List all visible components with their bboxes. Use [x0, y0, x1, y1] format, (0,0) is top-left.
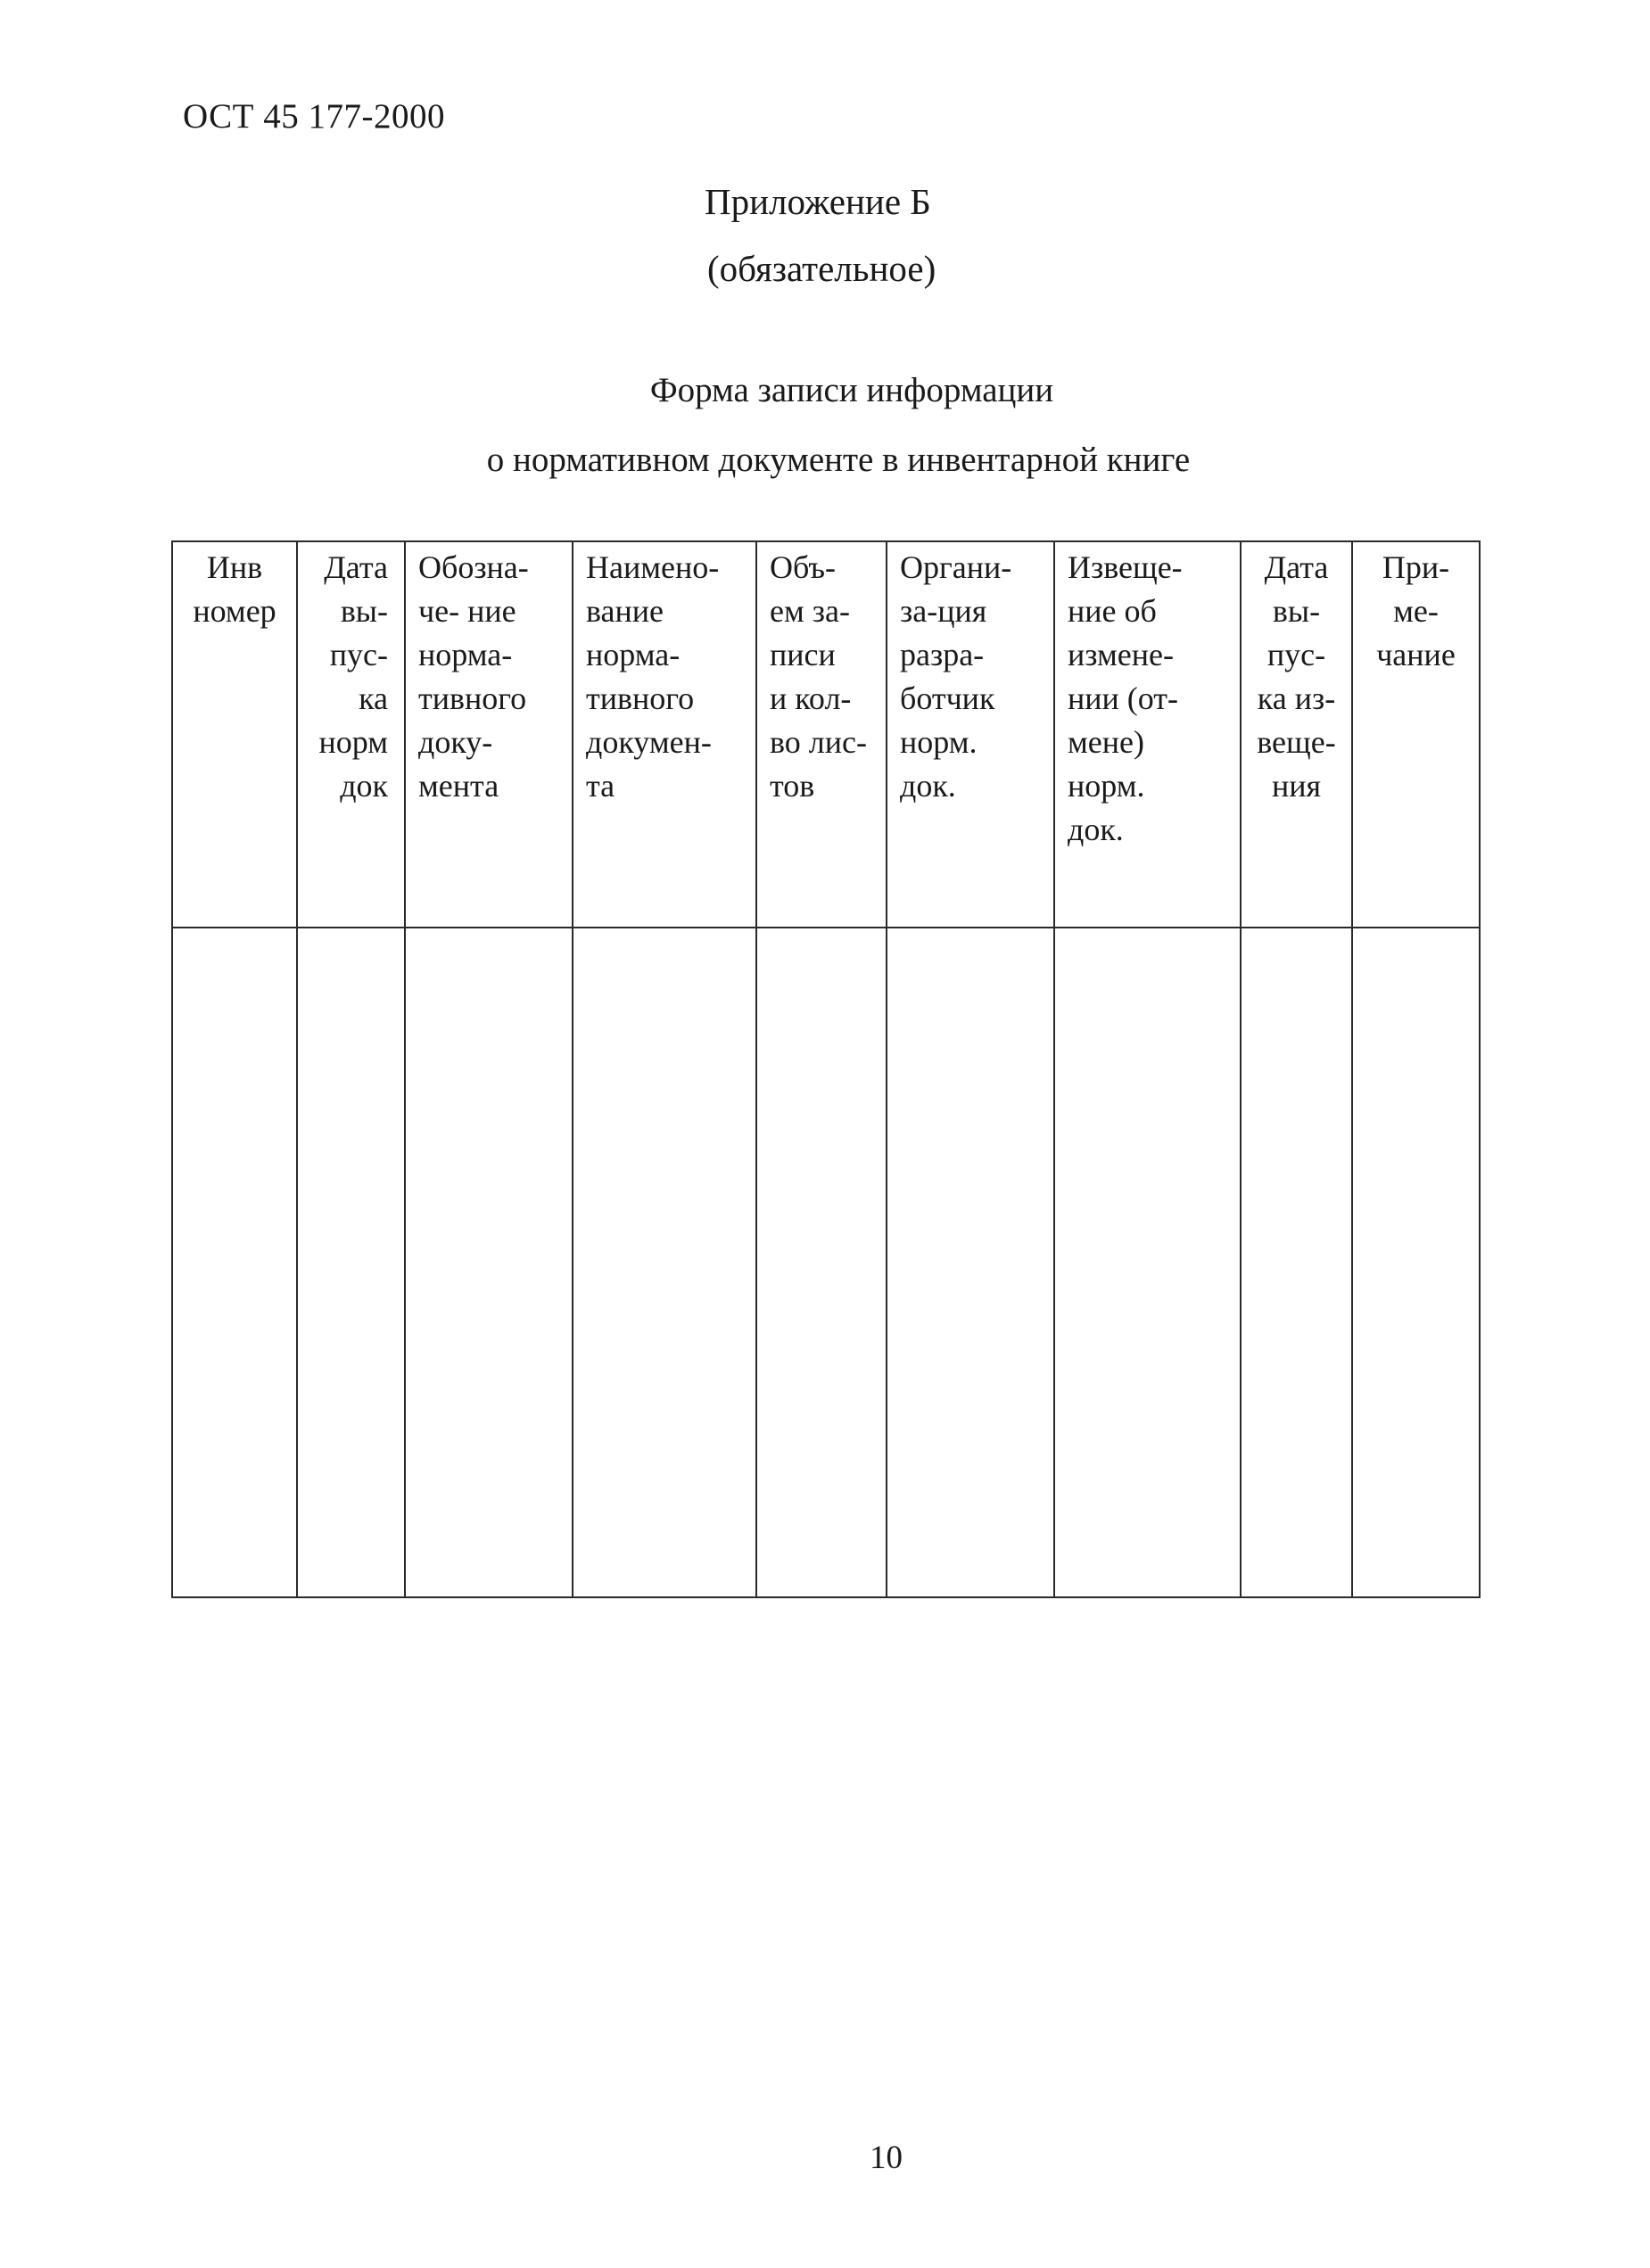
table-cell-empty [297, 928, 405, 1597]
page-number: 10 [870, 2140, 903, 2176]
document-code: ОСТ 45 177-2000 [183, 97, 445, 136]
column-header-volume: Объ- ем за- писи и кол- во лис- тов [756, 541, 887, 928]
table-cell-empty [1352, 928, 1480, 1597]
table-cell-empty [573, 928, 756, 1597]
column-header-inventory-number: Инв номер [172, 541, 297, 928]
table-cell-empty [1241, 928, 1352, 1597]
table-cell-empty [172, 928, 297, 1597]
appendix-title: Приложение Б [705, 181, 931, 222]
column-header-designation: Обозна- че- ние норма- тивного доку- мента [405, 541, 573, 928]
table-cell-empty [1054, 928, 1241, 1597]
inventory-form-table [171, 540, 1481, 1598]
appendix-status: (обязательное) [707, 248, 936, 289]
column-header-developer-organization: Органи- за-ция разра- ботчик норм. док. [887, 541, 1054, 928]
form-title-line-2: о нормативном документе в инвентарной книге [486, 441, 1191, 479]
column-header-notice-date: Дата вы- пус- ка из- веще- ния [1241, 541, 1352, 928]
form-title-line-1: Форма записи информации [649, 371, 1054, 409]
column-header-note: При- ме- чание [1352, 541, 1480, 928]
column-header-change-notice: Извеще- ние об измене- нии (от- мене) норм. док. [1054, 541, 1241, 928]
column-header-name: Наимено- вание норма- тивного докумен- та [573, 541, 756, 928]
column-header-release-date: Дата вы- пус- ка норм док [297, 541, 405, 928]
table-cell-empty [756, 928, 887, 1597]
table-header-row [172, 541, 1480, 928]
table-row [172, 928, 1480, 1597]
table-cell-empty [887, 928, 1054, 1597]
table-cell-empty [405, 928, 573, 1597]
